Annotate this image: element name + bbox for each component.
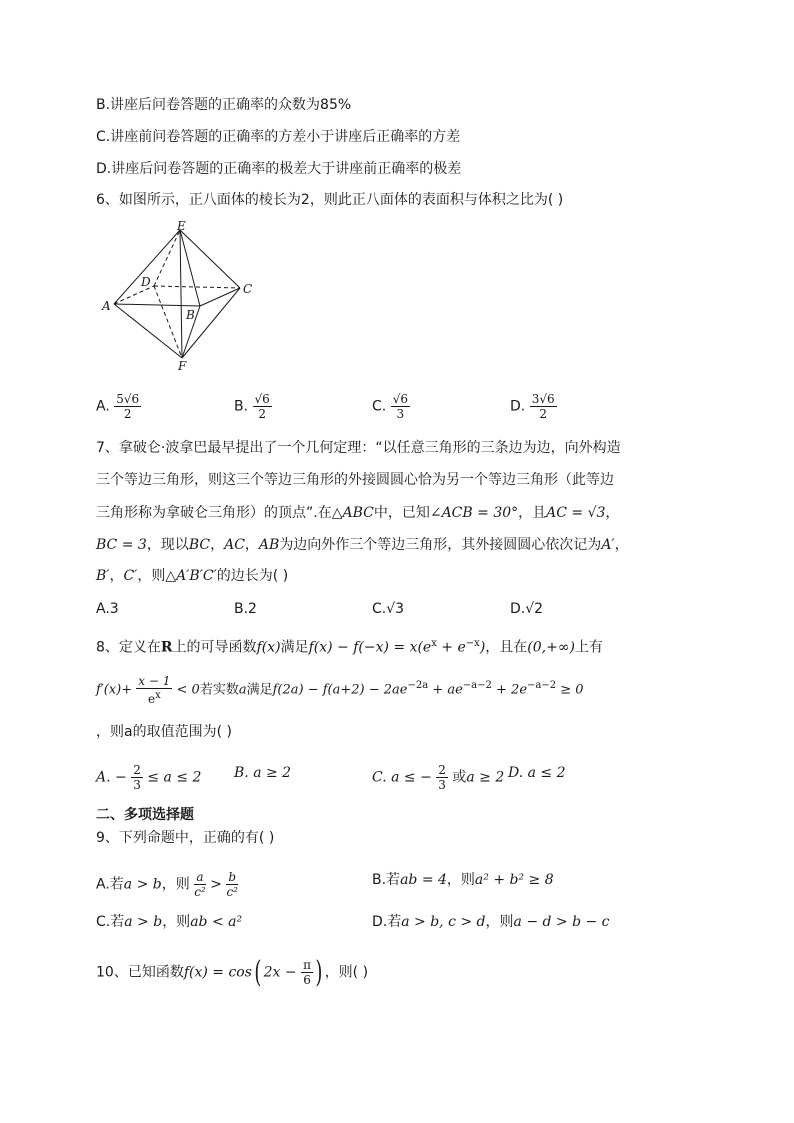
section-heading-multiple-choice: 二、多项选择题 [96,807,194,823]
q6-option-b: B. $\frac{√6}{2}$ [234,392,270,421]
q7-line-5: B′，C′，则△A′B′C′的边长为( ) [96,568,289,584]
q8-option-c: C. a ≤ − $\frac{2}{3}$ 或a ≥ 2 [372,763,505,792]
vertex-label-b: B [186,308,195,322]
q5-option-d: D.讲座后问卷答题的正确率的极差大于讲座前正确率的极差 [96,161,462,177]
q9-option-c: C.若a > b，则ab < a² [96,914,243,930]
q8-option-d: D. a ≤ 2 [508,765,566,781]
vertex-label-a: A [102,299,111,313]
vertex-label-f: F [178,359,187,373]
vertex-label-c: C [243,282,253,296]
q9-option-b: B.若ab = 4，则a² + b² ≥ 8 [372,872,554,888]
q6-option-c: C. $\frac{√6}{3}$ [372,392,408,421]
q6-option-a: A. $\frac{5√6}{2}$ [96,392,140,421]
q8-line-2: f′(x)+ $\frac{x - 1}{e^x}$ < 0若实数a满足$f(2a) - f(a+2) - 2ae^{-2a} + ae^{-a-2} + 2e^{-a-2} \ge 0$ [96,674,584,706]
q6-option-d: D. $\frac{3√6}{2}$ [510,392,555,421]
q7-option-c: C.√3 [372,601,405,617]
vertex-label-e: E [177,219,186,233]
vertex-label-d: D [141,275,151,289]
q9-stem: 9、下列命题中，正确的有( ) [96,830,275,846]
q8-option-a: A. − $\frac{2}{3}$ ≤ a ≤ 2 [96,763,202,792]
q5-option-c: C.讲座前问卷答题的正确率的方差小于讲座后正确率的方差 [96,129,461,145]
q8-line-1: 8、定义在R上的可导函数f(x)满足$f(x) - f(-x) = x(e^x + e^{-x})$，且在(0,+∞)上有 [96,638,603,656]
q8-option-b: B. a ≥ 2 [234,765,292,781]
q7-option-a: A.3 [96,601,119,617]
q7-line-2: 三个等边三角形，则这三个等边三角形的外接圆圆心恰为另一个等边三角形（此等边 [96,472,614,488]
q7-option-b: B.2 [234,601,257,617]
q9-option-d: D.若a > b, c > d，则a − d > b − c [372,914,610,930]
octahedron-figure [96,218,266,373]
q5-option-b: B.讲座后问卷答题的正确率的众数为85% [96,97,352,113]
q7-line-3: 三角形称为拿破仑三角形）的顶点”.在△ABC中，已知∠ACB = 30°，且AC = √3， [96,505,620,521]
q9-option-a: A.若a > b，则 $\frac{a}{\text{c²}}$ > $\frac{b}{\text{c²}}$ [96,870,238,899]
q8-line-3: ，则a的取值范围为( ) [96,724,232,740]
q6-stem: 6、如图所示，正八面体的棱长为2，则此正八面体的表面积与体积之比为( ) [96,192,564,208]
q10-stem: 10、已知函数f(x) = cos( 2x − $\frac{\pi}{6}$ ) ，则( ) [96,954,369,990]
q7-option-d: D.√2 [510,601,544,617]
q7-line-1: 7、拿破仑·波拿巴最早提出了一个几何定理：“以任意三角形的三条边为边，向外构造 [96,440,621,456]
q7-line-4: BC = 3，现以BC，AC，AB为边向外作三个等边三角形，其外接圆圆心依次记为A′， [96,537,629,553]
